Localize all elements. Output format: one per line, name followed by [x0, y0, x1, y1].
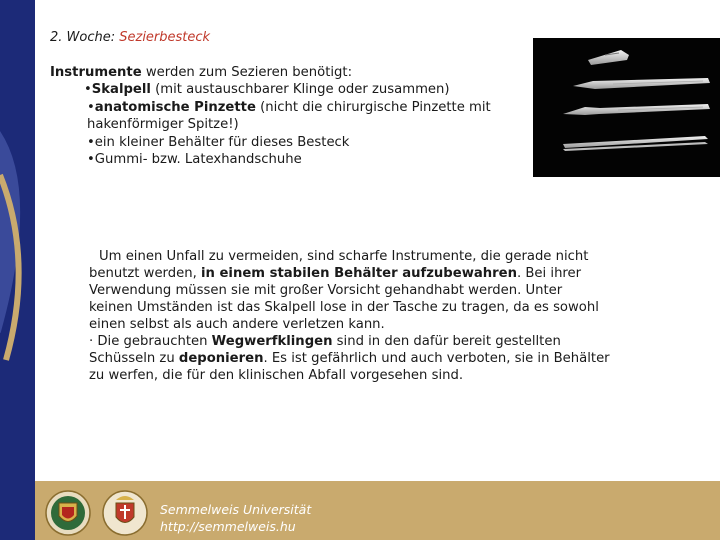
- safety-paragraph: [89, 248, 649, 384]
- paragraph-line: Schüsseln zu deponieren. Es ist gefährlich und auch verboten, sie in Behälter: [89, 351, 610, 366]
- university-crest-icon: [43, 489, 93, 537]
- university-name: Semmelweis Universität: [160, 502, 312, 517]
- scalpel-icon: [563, 104, 710, 115]
- paragraph-line: einen selbst als auch andere verletzen kann.: [89, 317, 385, 332]
- footer-bar: [35, 481, 720, 540]
- paragraph-line: · Die gebrauchten Wegwerfklingen sind in den dafür bereit gestellten: [89, 334, 561, 349]
- list-item: •anatomische Pinzette (nicht die chirurgische Pinzette mit: [87, 99, 491, 115]
- list-item: •ein kleiner Behälter für dieses Besteck: [87, 134, 350, 150]
- dissection-tools-photo: [533, 38, 720, 177]
- paragraph-line: Verwendung müssen sie mit großer Vorsicht gehandhabt werden. Unter: [89, 283, 563, 298]
- list-item: •Gummi- bzw. Latexhandschuhe: [87, 152, 302, 168]
- slide-title: [50, 30, 210, 45]
- paragraph-line: Um einen Unfall zu vermeiden, sind scharfe Instrumente, die gerade nicht: [99, 249, 589, 264]
- paragraph-line: zu werfen, die für den klinischen Abfall vorgesehen sind.: [89, 368, 464, 383]
- title-prefix: 2. Woche:: [50, 30, 120, 45]
- hungarian-coat-of-arms-icon: [101, 488, 149, 538]
- instrument-intro: Instrumente werden zum Sezieren benötigt:: [50, 65, 353, 80]
- title-highlight: Sezierbesteck: [119, 30, 211, 45]
- paragraph-line: keinen Umständen ist das Skalpell lose in der Tasche zu tragen, da es sowohl: [89, 300, 599, 315]
- forceps-icon: [563, 136, 708, 151]
- scalpel-blade-icon: [588, 50, 629, 65]
- university-link[interactable]: http://semmelweis.hu: [160, 519, 296, 534]
- list-item-continuation: hakenförmiger Spitze!): [87, 117, 239, 133]
- scalpel-handle-icon: [573, 78, 710, 89]
- paragraph-line: benutzt werden, in einem stabilen Behälter aufzubewahren. Bei ihrer: [89, 266, 582, 281]
- left-decorative-strip: [0, 0, 35, 540]
- instrument-list: [50, 64, 520, 168]
- strip-arc-decoration: [0, 0, 35, 540]
- list-item: •Skalpell (mit austauschbarer Klinge oder zusammen): [84, 82, 450, 98]
